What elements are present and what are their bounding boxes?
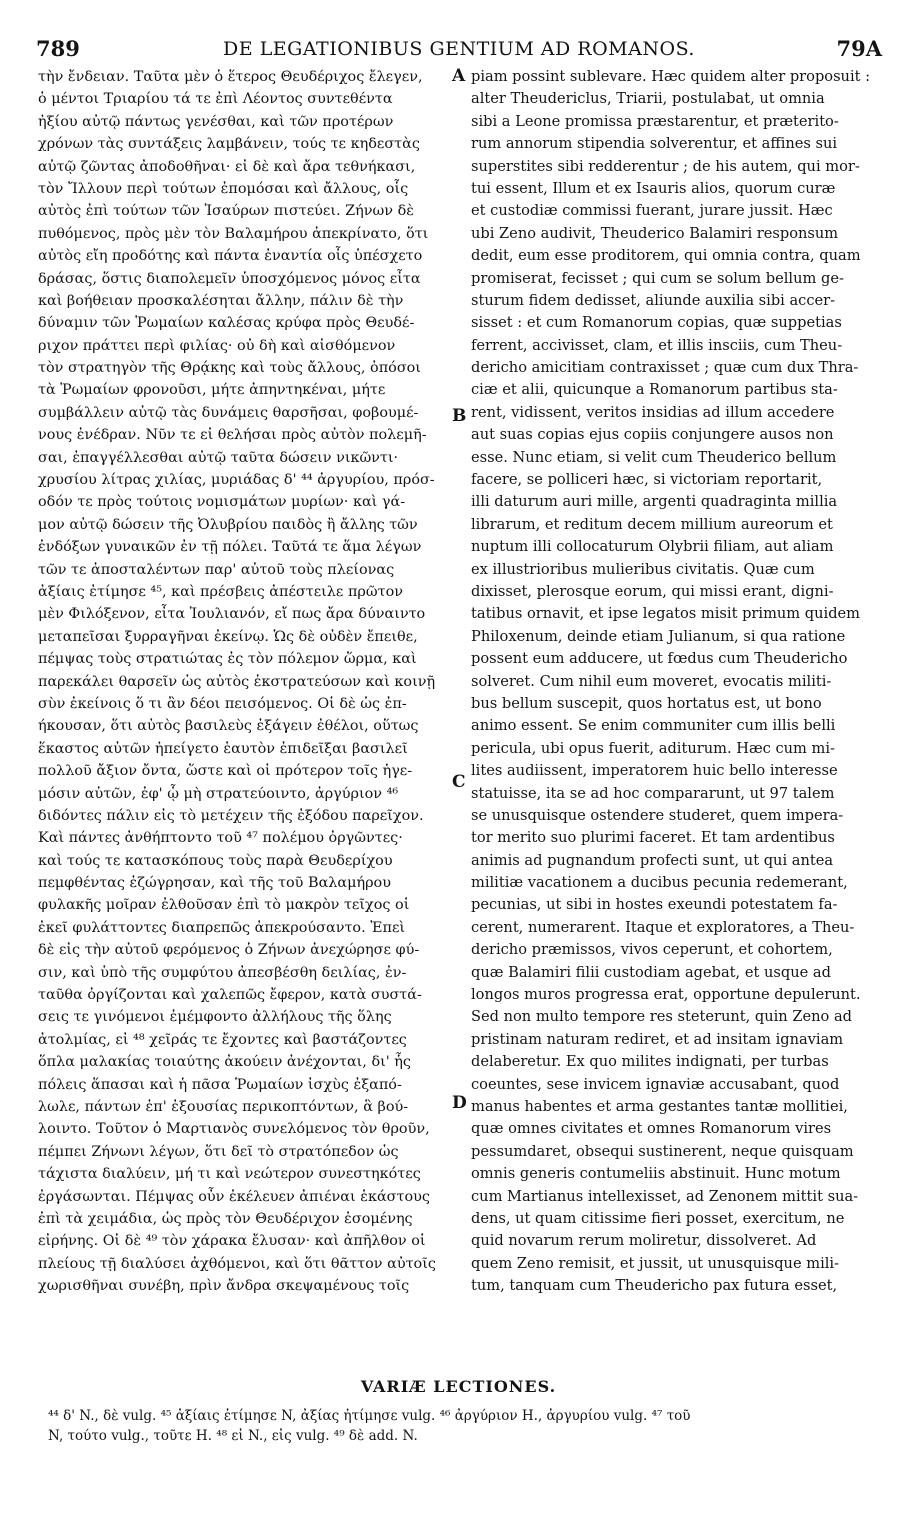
greek-text-line: παρεκάλει θαρσεῖν ὡς αὐτὸς ἐκστρατεύσων καὶ κοινῇ (38, 673, 436, 690)
latin-text-line: possent eum adducere, ut fœdus cum Theudericho (471, 650, 848, 668)
greek-text-line: σιν, καὶ ὑπὸ τῆς συμφύτου ἀπεσβέσθη δειλίας, ἐν- (38, 964, 407, 981)
greek-text-line: τὰ Ῥωμαίων φρονοῦσι, μήτε ἀπηντηκέναι, μήτε (38, 382, 386, 399)
latin-text-line: quem Zeno remisit, et jussit, ut unusquisque mili- (471, 1254, 840, 1272)
latin-text-line: dixisset, plerosque eorum, qui missi erant, digni- (471, 582, 834, 600)
latin-text-line: quæ omnes civitates et omnes Romanorum vires (471, 1120, 832, 1138)
greek-text-line: αὐτὸς ἐπὶ τούτων τῶν Ἰσαύρων πιστεύει. Ζήνων δὲ (38, 203, 414, 220)
greek-text-line: καὶ τούς τε κατασκόπους τοὺς παρὰ Θευδερίχου (38, 852, 393, 869)
latin-text-line: Philoxenum, deinde etiam Julianum, si qua ratione (471, 627, 846, 645)
greek-text-line: οδόν τε πρὸς τούτοις νομισμάτων μυρίων· καὶ γά- (38, 494, 406, 511)
greek-text-line: καὶ βοήθειαν προσκαλέσηται ἄλλην, πάλιν δὲ τὴν (38, 292, 404, 309)
greek-text-line: δὲ εἰς τὴν αὐτοῦ φερόμενος ὁ Ζήνων ἀνεχώρησε φύ- (38, 942, 420, 959)
variae-lectiones-title: VARIÆ LECTIONES. (360, 1377, 557, 1396)
greek-text-line: μεταπεῖσαι ξυρραγῆναι ἐκείνῳ. Ὡς δὲ οὐδὲν ἔπειθε, (38, 628, 418, 645)
variae-note-line: N, τούτο vulg., τοῦτε H. ⁴⁸ εἰ N., εἰς vulg. ⁴⁹ δὲ add. N. (48, 1428, 418, 1444)
page-number-left: 789 (36, 36, 80, 61)
greek-text-line: διδόντες πάλιν εἰς τὸ μετέχειν τῆς ἐξόδου παρεῖχον. (38, 807, 424, 824)
greek-text-line: ριχον πράττει περὶ φιλίας· οὐ δὴ καὶ αἰσθόμενον (38, 337, 396, 354)
greek-text-line: αὐτῷ ζῶντας ἀποδοθῆναι· εἰ δὲ καὶ ἄρα τεθνήκασι, (38, 158, 416, 175)
greek-text-line: πυθόμενος, πρὸς μὲν τὸν Βαλαμήρου ἀπεκρίνατο, ὅτι (38, 225, 429, 242)
latin-text-line: bus bellum suscepit, quos hortatus est, ut bono (471, 694, 822, 712)
greek-text-line: μόσιν αὐτῶν, ἐφ' ᾧ μὴ στρατεύοιντο, ἀργύριον ⁴⁶ (38, 785, 399, 802)
greek-text-line: ἕκαστος αὐτῶν ἠπείγετο ἑαυτὸν ἐπιδεῖξαι βασιλεῖ (38, 740, 408, 757)
greek-text-line: ἠξίου αὐτῷ πάντως γενέσθαι, καὶ τῶν προτέρων (38, 113, 394, 130)
latin-text-line: rum annorum stipendia solverentur, et affines sui (471, 135, 838, 153)
latin-text-line: sisset : et cum Romanorum copias, quæ suppetias (471, 314, 842, 332)
section-marker-a: A (452, 66, 466, 86)
latin-text-line: omnis generis contumeliis abstinuit. Hunc motum (471, 1165, 841, 1183)
greek-text-line: ἐνδόξων γυναικῶν ἐν τῇ πόλει. Ταῦτά τε ἅμα λέγων (38, 539, 422, 556)
greek-text-line: πέμπει Ζήνωνι λέγων, ὅτι δεῖ τὸ στρατόπεδον ὡς (38, 1143, 399, 1160)
latin-text-line: solveret. Cum nihil eum moveret, evocatis militi- (471, 672, 832, 690)
latin-text-line: lites audiissent, imperatorem huic bello interesse (471, 762, 838, 780)
greek-text-line: τὸν στρατηγὸν τῆς Θρᾴκης καὶ τοὺς ἄλλους, ὁπόσοι (38, 360, 421, 377)
greek-text-line: μον αὐτῷ δώσειν τῆς Ὀλυβρίου παιδὸς ἢ ἄλλης τῶν (38, 516, 418, 533)
latin-text-line: tor merito suo plurimi faceret. Et tam ardentibus (471, 829, 835, 847)
latin-text-line: se unusquisque ostendere studeret, quem impera- (471, 806, 844, 824)
greek-text-line: συμβάλλειν αὐτῷ τὰς δυνάμεις θαρσῆσαι, φοβουμέ- (38, 404, 419, 421)
latin-text-line: cum Martianus intellexisset, ad Zenonem mittit sua- (471, 1187, 859, 1205)
latin-text-line: sibi a Leone promissa præstarentur, et præterito- (471, 112, 839, 130)
greek-text-line: εἰρήνης. Οἱ δὲ ⁴⁹ τὸν χάρακα ἔλυσαν· καὶ ἀπῆλθον οἱ (38, 1233, 426, 1250)
latin-text-line: nuptum illi collocaturum Olybrii filiam, aut aliam (471, 538, 834, 556)
latin-text-line: pecunias, ut sibi in hostes exeundi potestatem fa- (471, 896, 838, 914)
greek-text-line: χρυσίου λίτρας χιλίας, μυριάδας δ' ⁴⁴ ἀργυρίου, πρόσ- (38, 472, 435, 489)
section-marker-b: B (452, 406, 467, 426)
greek-text-line: πεμφθέντας ἐζώγρησαν, καὶ τῆς τοῦ Βαλαμήρου (38, 875, 391, 892)
greek-text-line: αὐτὸς εἴη προδότης καὶ πάντα ἐναντία οἷς ὑπέσχετο (38, 248, 423, 265)
greek-text-line: πέμψας τοὺς στρατιώτας ἐς τὸν πόλεμον ὥρμα, καὶ (38, 651, 417, 668)
latin-text-line: ex illustrioribus mulieribus civitatis. Quæ cum (471, 560, 815, 578)
latin-text-line: quid novarum rerum moliretur, dissolveret. Ad (471, 1232, 817, 1250)
latin-text-line: coeuntes, sese invicem ignaviæ accusabant, quod (471, 1075, 840, 1093)
latin-text-line: quæ Balamiri filii custodiam agebat, et usque ad (471, 963, 831, 981)
latin-text-line: facere, se polliceri hæc, si victoriam reportarit, (471, 471, 823, 489)
greek-text-line: χωρισθῆναι συνέβη, πρὶν ἄνδρα σκεψαμένους τοῖς (38, 1278, 410, 1295)
greek-text-line: νους ἐνέδραν. Νῦν τε εἰ θελήσαι πρὸς αὐτὸν πολεμῆ- (38, 427, 427, 444)
latin-text-line: aut suas copias ejus copiis conjungere ausos non (471, 426, 834, 444)
greek-text-line: σεις τε γινόμενοι ἐμέμφοντο ἀλλήλους τῆς ὅλης (38, 1009, 392, 1026)
latin-text-line: militiæ vacationem a ducibus pecunia redemerant, (471, 874, 848, 892)
running-head (36, 36, 882, 62)
latin-text-line: animis ad pugnandum profecti sunt, ut qui antea (471, 851, 834, 869)
greek-text-line: ὁ μέντοι Τριαρίου τά τε ἐπὶ Λέοντος συντεθέντα (38, 91, 393, 108)
variae-note-line: ⁴⁴ δ' N., δὲ vulg. ⁴⁵ ἀξίαις ἐτίμησε N, ἀξίας ἠτίμησε vulg. ⁴⁶ ἀργύριον H., ἀργυρίου vulg. ⁴⁷ τοῦ (48, 1408, 691, 1424)
latin-text-line: cerent, numerarent. Itaque et exploratores, a Theu- (471, 918, 855, 936)
latin-text-line: et custodiæ commissi fuerant, jurare jussit. Hæc (471, 202, 833, 220)
latin-text-line: Sed non multo tempore res steterunt, quin Zeno ad (471, 1008, 852, 1026)
latin-text-column (471, 66, 879, 1297)
greek-text-line: ἐπὶ τὰ χειμάδια, ὡς πρὸς τὸν Θευδέριχον ἐσομένης (38, 1210, 413, 1227)
greek-text-line: δράσας, ὅστις διαπολεμεῖν ὑποσχόμενος μόνος εἶτα (38, 270, 421, 287)
latin-text-line: longos muros progressa erat, opportune depulerunt. (471, 986, 861, 1004)
latin-text-line: tum, tanquam cum Theudericho pax futura esset, (471, 1277, 838, 1295)
greek-text-line: μὲν Φιλόξενον, εἶτα Ἰουλιανόν, εἴ πως ἄρα δύναιντο (38, 606, 426, 623)
latin-text-line: esse. Nunc etiam, si velit cum Theuderico bellum (471, 448, 837, 466)
latin-text-line: piam possint sublevare. Hæc quidem alter proposuit : (471, 68, 871, 85)
greek-text-line: πολλοῦ ἄξιον ὄντα, ὥστε καὶ οἱ πρότερον τοῖς ἡγε- (38, 763, 413, 780)
greek-text-line: ἐργάσωνται. Πέμψας οὖν ἐκέλευεν ἀπιέναι ἑκάστους (38, 1188, 430, 1205)
greek-text-line: σὺν ἐκείνοις ὅ τι ἂν δέοι πεισόμενος. Οἱ δὲ ὡς ἐπ- (38, 695, 407, 712)
latin-text-line: promiserat, fecisset ; qui cum se solum bellum ge- (471, 269, 844, 287)
variae-lectiones-notes (48, 1406, 888, 1446)
latin-text-line: ciæ et alii, quicunque a Romanorum partibus sta- (471, 381, 838, 399)
latin-text-line: librarum, et reditum decem millium aureorum et (471, 515, 833, 533)
greek-text-line: λωλε, πάντων ἐπ' ἐξουσίας περικοπτόντων, ἃ βού- (38, 1098, 409, 1115)
greek-text-line: ἐκεῖ φυλάττοντες διαπρεπῶς ἀπεκρούσαντο. Ἐπεὶ (38, 919, 406, 936)
latin-text-line: ferrent, accivisset, clam, et illis insciis, cum Theu- (471, 336, 843, 354)
running-title: DE LEGATIONIBUS GENTIUM AD ROMANOS. (223, 38, 695, 60)
greek-text-line: πλείους τῇ διαλύσει ἀχθόμενοι, καὶ ὅτι θᾶττον αὐτοῖς (38, 1255, 436, 1272)
latin-text-line: tatibus ornavit, et ipse legatos misit primum quidem (471, 605, 861, 623)
latin-text-line: pessumdaret, obsequi sustinerent, neque quisquam (471, 1142, 854, 1160)
latin-text-line: dens, ut quam citissime fieri posset, exercitum, ne (471, 1209, 845, 1227)
greek-text-line: χρόνων τὰς συντάξεις λαμβάνειν, τούς τε κηδεστὰς (38, 136, 420, 153)
greek-text-line: σαι, ἐπαγγέλλεσθαι αὐτῷ ταῦτα δώσειν νικῶντι· (38, 449, 399, 466)
latin-text-line: manus habentes et arma gestantes tantæ mollitiei, (471, 1097, 848, 1115)
latin-text-line: animo essent. Se enim communiter cum illis belli (471, 717, 836, 735)
greek-text-column (38, 66, 448, 1297)
greek-text-line: ὅπλα μαλακίας τοιαύτης ἀκούειν ἀνέχονται, δι' ἧς (38, 1054, 411, 1071)
section-marker-d: D (452, 1093, 467, 1113)
latin-text-line: dericho amicitiam contraxisset ; quæ cum dux Thra- (471, 359, 859, 377)
page-number-right: 79Α (836, 36, 882, 61)
latin-text-line: rent, vidissent, veritos insidias ad illum accedere (471, 403, 835, 421)
greek-text-line: τὴν ἔνδειαν. Ταῦτα μὲν ὁ ἕτερος Θευδέριχος ἔλεγεν, (38, 69, 423, 85)
latin-text-line: tui essent, Illum et ex Isauris alios, quorum curæ (471, 179, 836, 197)
greek-text-line: τῶν τε ἀποσταλέντων παρ' αὐτοῦ τοὺς πλείονας (38, 561, 395, 578)
latin-text-line: delaberetur. Ex quo milites indignati, per turbas (471, 1053, 829, 1071)
greek-text-line: ἀτολμίας, εἰ ⁴⁸ χεῖράς τε ἔχοντες καὶ βαστάζοντες (38, 1031, 407, 1048)
section-marker-c: C (452, 772, 466, 792)
greek-text-line: τάχιστα διαλύειν, μή τι καὶ νεώτερον συνεστηκότες (38, 1166, 421, 1183)
latin-text-line: alter Theudericlus, Triarii, postulabat, ut omnia (471, 90, 825, 108)
greek-text-line: ήκουσαν, ὅτι αὐτὸς βασιλεὺς ἐξάγειν ἐθέλοι, οὕτως (38, 718, 419, 735)
latin-text-line: statuisse, ita se ad hoc compararunt, ut 97 talem (471, 784, 835, 802)
latin-text-line: ubi Zeno audivit, Theuderico Balamiri responsum (471, 224, 839, 242)
latin-text-line: pristinam naturam rediret, et ad insitam ignaviam (471, 1030, 844, 1048)
greek-text-line: φυλακῆς μοῖραν ἐλθοῦσαν ἐπὶ τὸ μακρὸν τεῖχος οἱ (38, 897, 410, 914)
greek-text-line: ἀξίαις ἐτίμησε ⁴⁵, καὶ πρέσβεις ἀπέστειλε πρῶτον (38, 583, 403, 600)
greek-text-line: ταῦθα ὀργίζονται καὶ χαλεπῶς ἔφερον, κατὰ συστά- (38, 987, 422, 1004)
latin-text-line: dericho præmissos, vivos ceperunt, et cohortem, (471, 941, 833, 959)
greek-text-line: λοιντο. Τοῦτον ὁ Μαρτιανὸς συνελόμενος τὸν θροῦν, (38, 1121, 430, 1138)
greek-text-line: Καὶ πάντες ἀνθήπτοντο τοῦ ⁴⁷ πολέμου ὀργῶντες· (38, 830, 403, 847)
latin-text-line: superstites sibi redderentur ; de his autem, qui mor- (471, 157, 860, 175)
greek-text-line: πόλεις ἅπασαι καὶ ἡ πᾶσα Ῥωμαίων ἰσχὺς ἐξαπό- (38, 1076, 402, 1093)
latin-text-line: sturum fidem dedisset, aliunde auxilia sibi accer- (471, 291, 836, 309)
latin-text-line: illi daturum auri mille, argenti quadraginta millia (471, 493, 838, 511)
latin-text-line: pericula, ubi opus fuerit, aditurum. Hæc cum mi- (471, 739, 835, 757)
latin-text-line: dedit, eum esse proditorem, qui omnia contra, quam (471, 247, 861, 265)
greek-text-line: δύναμιν τῶν Ῥωμαίων καλέσας κρύφα πρὸς Θευδέ- (38, 315, 415, 332)
greek-text-line: τὸν Ἴλλουν περὶ τούτων ἐπομόσαι καὶ ἄλλους, οἷς (38, 180, 409, 197)
